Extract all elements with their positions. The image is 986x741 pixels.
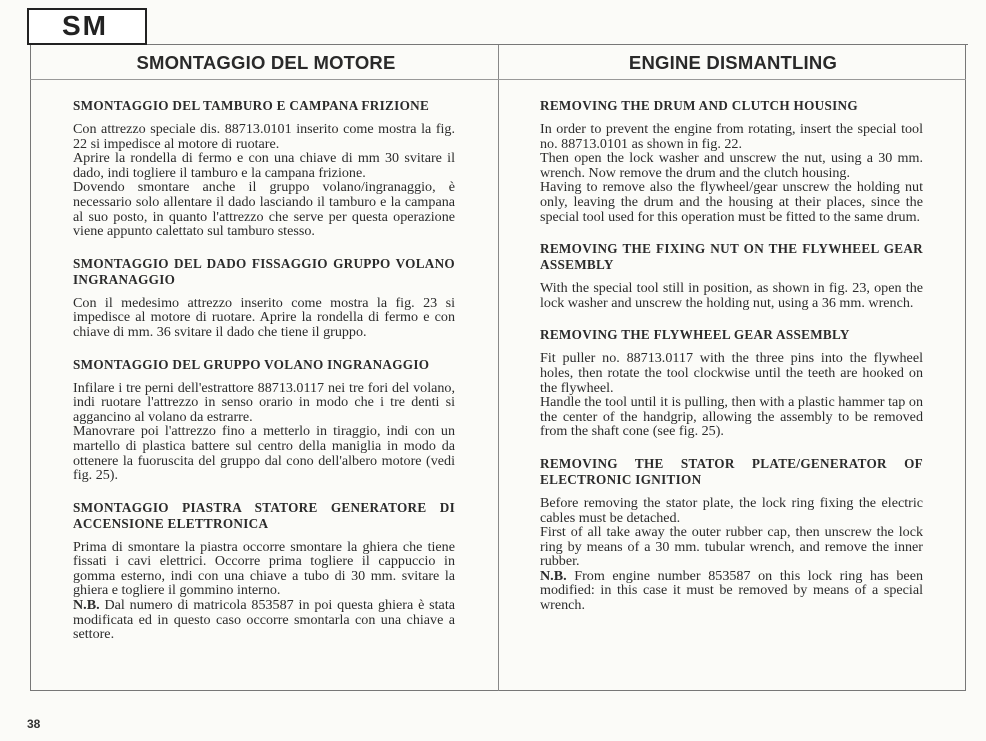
english-section-nut: [540, 241, 923, 310]
english-section-stator: [540, 456, 923, 613]
section-heading: REMOVING THE FIXING NUT ON THE FLYWHEEL GEAR ASSEMBLY: [540, 241, 923, 273]
page-number: 38: [27, 717, 41, 731]
note-text: From engine number 853587 on this lock ring has been modified: in this case it must be removed by means of a special wrench.: [540, 567, 923, 614]
section-heading: REMOVING THE FLYWHEEL GEAR ASSEMBLY: [540, 327, 850, 343]
paragraph: With the special tool still in position, as shown in fig. 23, open the lock washer and unscrew the holding nut, using a 36 mm. wrench.: [540, 280, 923, 311]
section-heading: REMOVING THE DRUM AND CLUTCH HOUSING: [540, 98, 858, 113]
section-heading: SMONTAGGIO PIASTRA STATORE GENERATORE DI ACCENSIONE ELETTRONICA: [73, 499, 455, 531]
section-heading: SMONTAGGIO DEL GRUPPO VOLANO INGRANAGGIO: [73, 356, 430, 372]
english-title: ENGINE DISMANTLING: [628, 52, 838, 73]
paragraph: Before removing the stator plate, the lock ring fixing the electric cables must be detached.: [540, 494, 923, 526]
paragraph: Prima di smontare la piastra occorre smontare la ghiera che tiene fissati i cavi elettrici. Occorre prima togliere il cappuccio in gomma esterno, indi con una chiave a tubo di 30 mm. svitare la ghiera e togliere il gommino interno.: [73, 538, 455, 599]
section-badge: [27, 8, 147, 45]
section-badge-label: SM: [62, 10, 108, 41]
paragraph: Then open the lock washer and unscrew the nut, using a 30 mm. wrench. Now remove the drum and the clutch housing.: [540, 150, 923, 181]
note-label: N.B.: [540, 567, 567, 584]
italian-section-nut: [73, 256, 455, 340]
paragraph: Handle the tool until it is pulling, then with a plastic hammer tap on the center of the handgrip, allowing the assembly to be removed from the shaft cone (see fig. 25).: [540, 394, 923, 440]
paragraph: Manovrare poi l'attrezzo fino a metterlo in tiraggio, indi con un martello di plastica battere sul centro della maniglia in modo da ottenere la fuoruscita del gruppo dal cono dell'albero motore (vedi fig. 25).: [73, 423, 455, 484]
column-divider: [498, 45, 499, 691]
english-section-clutch: [540, 98, 923, 224]
section-heading: SMONTAGGIO DEL DADO FISSAGGIO GRUPPO VOLANO INGRANAGGIO: [73, 255, 455, 287]
title-rule: [30, 79, 966, 80]
italian-title: SMONTAGGIO DEL MOTORE: [136, 52, 396, 73]
paragraph: Dovendo smontare anche il gruppo volano/ingranaggio, è necessario solo allentare il dado lasciando il tamburo e la campana al suo posto, in quanto l'attrezzo che serve per questa operazione viene appunto calettato sul tamburo stesso.: [73, 179, 455, 240]
paragraph: First of all take away the outer rubber cap, then unscrew the lock ring by means of a 30 mm. tubular wrench, and remove the inner rubber.: [540, 524, 923, 570]
paragraph: Fit puller no. 88713.0117 with the three pins into the flywheel holes, then rotate the tool clockwise until the teeth are hooked on the flywheel.: [540, 350, 923, 396]
note-paragraph: [73, 598, 455, 642]
note-label: N.B.: [73, 597, 100, 614]
paragraph: Having to remove also the flywheel/gear unscrew the holding nut only, leaving the drum and the housing at their places, since the special tool used for this operation must be fitted to the same drum.: [540, 179, 923, 225]
note-text: Dal numero di matricola 853587 in poi questa ghiera è stata modificata ed in questo caso occorre smontarla con una chiave a settore.: [73, 597, 455, 643]
english-section-flywheel: [540, 327, 923, 439]
italian-section-flywheel: [73, 357, 455, 483]
italian-section-clutch: [73, 98, 455, 239]
paragraph: In order to prevent the engine from rotating, insert the special tool no. 88713.0101 as shown in fig. 22.: [540, 121, 923, 152]
note-paragraph: [540, 569, 923, 613]
paragraph: Con il medesimo attrezzo inserito come mostra la fig. 23 si impedisce al motore di ruotare. Aprire la rondella di fermo e con chiave di mm. 36 svitare il dado che tiene il gruppo.: [73, 294, 455, 340]
section-heading: REMOVING THE STATOR PLATE/GENERATOR OF ELECTRONIC IGNITION: [540, 455, 923, 487]
section-heading: SMONTAGGIO DEL TAMBURO E CAMPANA FRIZIONE: [73, 98, 430, 113]
english-column: [540, 98, 923, 630]
paragraph: Infilare i tre perni dell'estrattore 88713.0117 nei tre fori del volano, indi ruotare l'attrezzo in senso orario in modo che i tre denti si aggancino al volano da estrarre.: [73, 379, 455, 425]
paragraph: Aprire la rondella di fermo e con una chiave di mm 30 svitare il dado, indi togliere il tamburo e la campana frizione.: [73, 150, 455, 181]
paragraph: Con attrezzo speciale dis. 88713.0101 inserito come mostra la fig. 22 si impedisce al motore di ruotare.: [73, 121, 455, 152]
italian-column: [73, 98, 455, 659]
italian-section-stator: [73, 500, 455, 642]
